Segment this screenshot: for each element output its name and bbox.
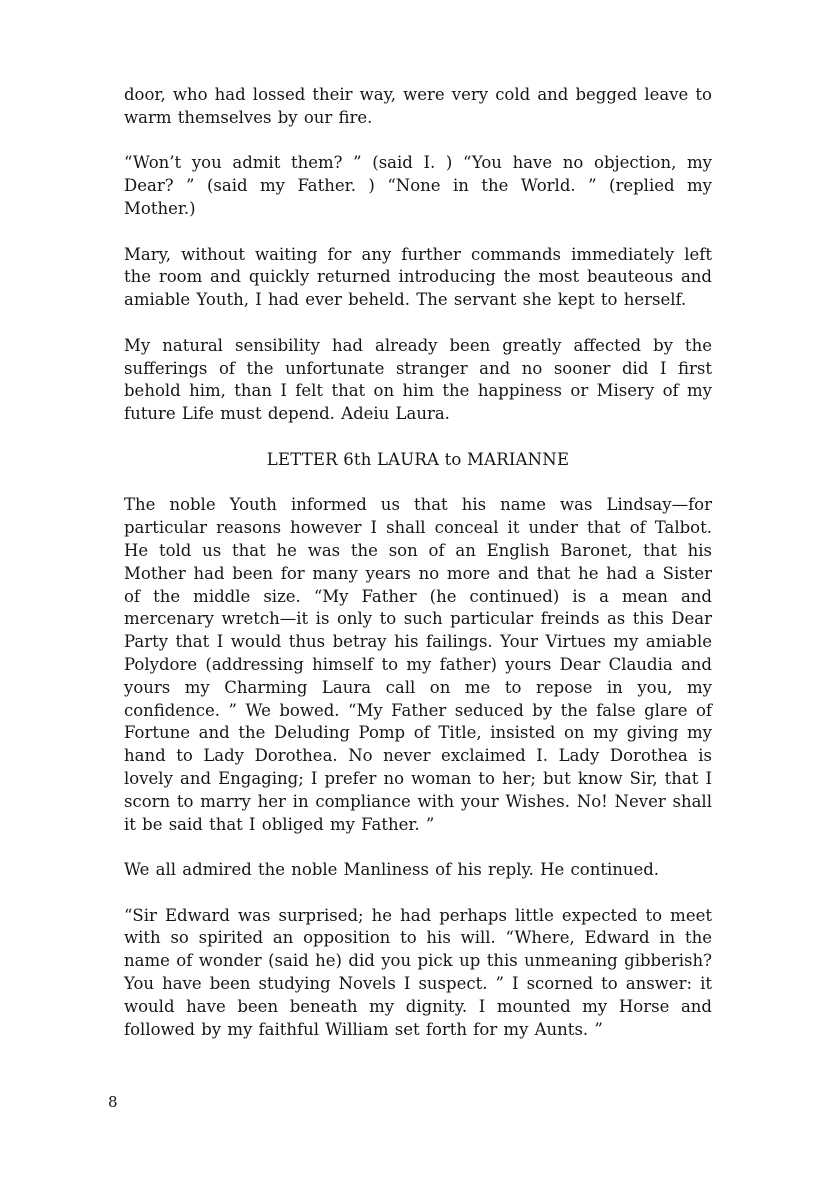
page-text-block xyxy=(124,84,712,1064)
paragraph: “Sir Edward was surprised; he had perhaps little expected to meet with so spirited an opposition to his will. “Where, Edward in the name of wonder (said he) did you pick up this unmeaning gibberish? You have been studying Novels I suspect. ” I scorned to answer: it would have been beneath my dignity. I mounted my Horse and followed by my faithful William set forth for my Aunts. ” xyxy=(124,905,712,1039)
paragraph: We all admired the noble Manliness of his reply. He continued. xyxy=(124,860,660,880)
letter-heading: LETTER 6th LAURA to MARIANNE xyxy=(266,449,570,469)
page-number: 8 xyxy=(108,1093,118,1111)
paragraph: My natural sensibility had already been greatly affected by the sufferings of the unfortunate stranger and no sooner did I first behold him, than I felt that on him the happiness or Misery of my future Life must depend. Adeiu Laura. xyxy=(124,335,712,424)
paragraph: “Won’t you admit them? ” (said I. ) “You have no objection, my Dear? ” (said my Father. ) “None in the World. ” (replied my Mother.) xyxy=(124,153,712,218)
paragraph: door, who had lossed their way, were very cold and begged leave to warm themselves by our fire. xyxy=(124,85,712,127)
paragraph: The noble Youth informed us that his name was Lindsay—for particular reasons however I shall conceal it under that of Talbot. He told us that he was the son of an English Baronet, that his Mother had been for many years no more and that he had a Sister of the middle size. “My Father (he continued) is a mean and mercenary wretch—it is only to such particular freinds as this Dear Party that I would thus betray his failings. Your Virtues my amiable Polydore (addressing himself to my father) yours Dear Claudia and yours my Charming Laura call on me to repose in you, my confidence. ” We bowed. “My Father seduced by the false glare of Fortune and the Deluding Pomp of Title, insisted on my giving my hand to Lady Dorothea. No never exclaimed I. Lady Dorothea is lovely and Engaging; I prefer no woman to her; but know Sir, that I scorn to marry her in compliance with your Wishes. No! Never shall it be said that I obliged my Father. ” xyxy=(124,495,712,834)
paragraph: Mary, without waiting for any further commands immediately left the room and quickly returned introducing the most beauteous and amiable Youth, I had ever beheld. The servant she kept to herself. xyxy=(124,244,712,310)
